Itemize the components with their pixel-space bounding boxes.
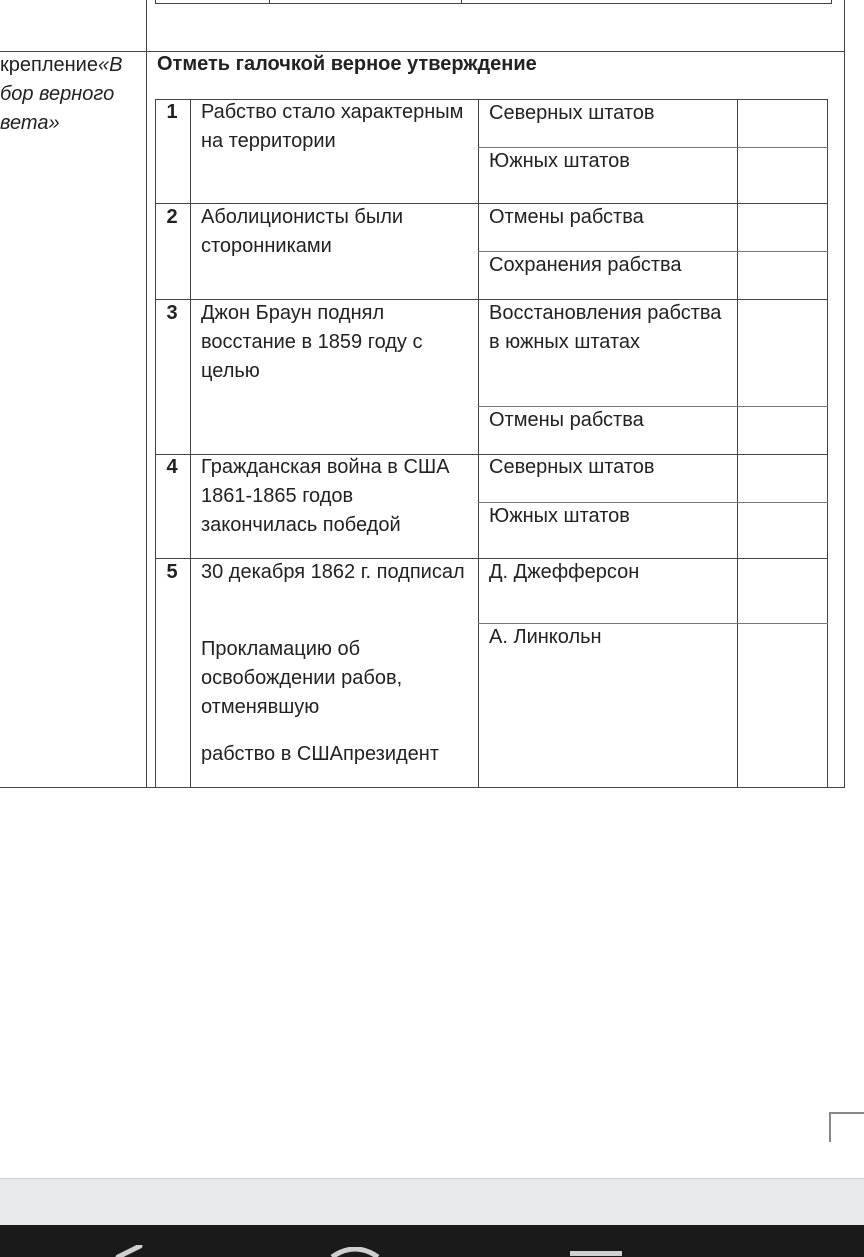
side-label-line1 [0,51,122,80]
section-bottom-border [0,787,845,788]
answer-option: Северных штатов [489,456,655,478]
question-text-part3: рабство в СШАпрезидент [201,743,439,765]
answer-option: Отмены рабства [489,206,644,228]
side-label-normal: крепление [0,54,98,76]
answer-option: Южных штатов [489,150,630,172]
question-number: 2 [166,206,178,228]
question-text: Джон Браун поднял восстание в 1859 году с целью [201,302,423,382]
answer-checkbox-cell[interactable] [738,204,827,250]
answer-option: Д. Джефферсон [489,561,640,583]
question-number: 5 [166,561,178,583]
answer-checkbox-cell[interactable] [738,455,827,501]
answer-checkbox-cell[interactable] [738,624,827,787]
answer-option: Отмены рабства [489,409,644,431]
question-text: Аболиционисты были сторонниками [201,206,404,257]
answer-checkbox-cell[interactable] [738,100,827,146]
answer-option: Южных штатов [489,505,630,527]
system-nav-bar [0,1225,864,1257]
question-number: 1 [166,101,178,123]
outer-right-border [844,0,845,788]
instruction-heading: Отметь галочкой верное утверждение [157,53,537,75]
outer-column-divider [146,0,147,788]
side-label-line3: вета» [0,112,60,134]
side-label-line2: бор верного [0,83,115,105]
answer-checkbox-cell[interactable] [738,559,827,622]
answer-checkbox-cell[interactable] [738,407,827,453]
answer-option: Восстановления рабства в южных штатах [489,302,722,353]
resize-corner-icon[interactable] [829,1112,864,1142]
recent-apps-icon[interactable] [568,1251,624,1257]
answer-option: А. Линкольн [489,626,602,648]
back-arrow-icon[interactable] [110,1245,150,1257]
question-text-part2: Прокламацию об освобождении рабов, отменявшую [201,638,403,718]
question-number: 4 [166,456,178,478]
home-circle-icon[interactable] [328,1247,382,1257]
answer-checkbox-cell[interactable] [738,300,827,405]
answer-option: Северных штатов [489,102,655,124]
bottom-toolbar [0,1178,864,1225]
answer-checkbox-cell[interactable] [738,252,827,298]
question-text-part1: 30 декабря 1862 г. подписал [201,561,465,583]
side-label-italic: «В [97,54,123,76]
answer-checkbox-cell[interactable] [738,148,827,202]
question-text: Рабство стало характерным на территории [201,101,464,152]
top-table-bottom-border [155,3,832,4]
question-text: Гражданская война в США 1861-1865 годов закончилась победой [201,456,450,536]
answer-checkbox-cell[interactable] [738,503,827,557]
answer-option: Сохранения рабства [489,254,682,276]
question-number: 3 [166,302,178,324]
